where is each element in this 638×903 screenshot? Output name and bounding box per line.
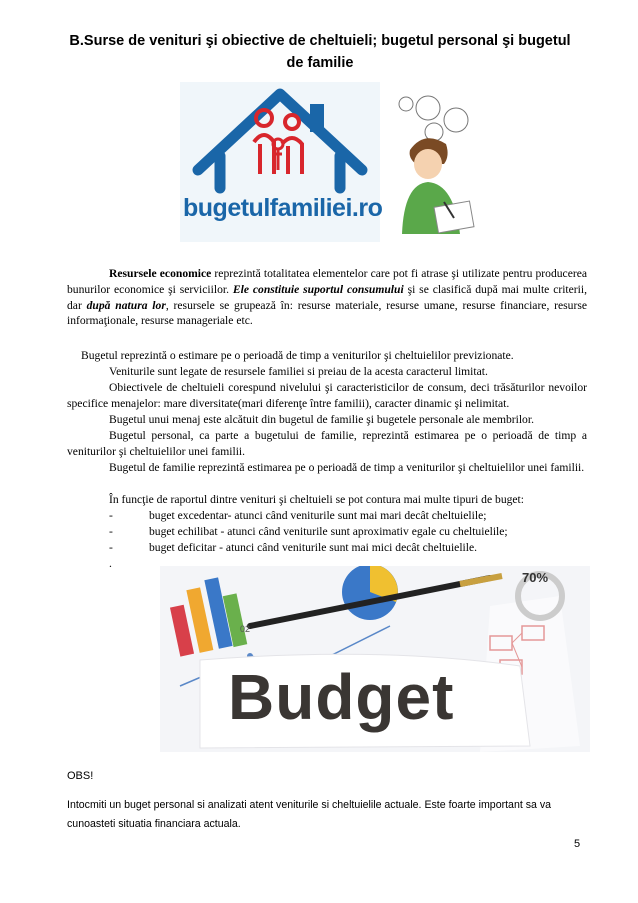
expense-objectives-paragraph: Obiectivele de cheltuieli corespund nivelului şi caracteristicilor de consum, deci trăsăturilor nevoilor specifice menajelor: mare diversitate(mari diferenţe între familii), caracter dinamic şi nelimitat. (67, 381, 587, 410)
resources-text-b: şi se clasifică după mai multe criterii, dar (67, 282, 587, 312)
list-item: - buget deficitar - atunci când veniturile sunt mai mici decât cheltuielile. (109, 541, 478, 554)
income-paragraph: Veniturile sunt legate de resursele familiei si preiau de la acesta caracterul limitat. (109, 365, 488, 378)
assignment-note: Intocmiti un buget personal si analizati atent veniturile si cheltuielile actuale. Este foarte important sa va cunoasteti situatia financiara actuala. (67, 799, 552, 830)
percent-label: 70% (522, 570, 549, 585)
list-item: - buget echilibat - atunci când veniturile sunt aproximativ egale cu cheltuielile; (109, 525, 508, 538)
page-title: B.Surse de venituri şi obiective de cheltuieli; bugetul personal şi bugetul de familie (69, 33, 571, 71)
resources-term: Resursele economice (109, 267, 212, 280)
obs-label: OBS! (67, 770, 94, 782)
family-budget-paragraph: Bugetul de familie reprezintă estimarea pe o perioadă de timp a veniturilor şi cheltuielilor unei familii. (109, 461, 585, 474)
budget-word: Budget (228, 661, 455, 733)
resources-text-c: , resursele se grupează în: resurse materiale, resurse umane, resurse financiare, resurse informaţionale, resurse manageriale etc. (67, 298, 588, 328)
resources-paragraph (67, 266, 587, 329)
consumption-support-phrase: Ele constituie suportul consumului (232, 282, 404, 296)
by-nature-phrase: după natura lor (86, 298, 166, 312)
list-item: - buget excedentar- atunci când veniturile sunt mai mari decât cheltuielile; (109, 509, 487, 522)
household-budget-paragraph: Bugetul unui menaj este alcătuit din bugetul de familie şi bugetele personale ale membrilor. (109, 413, 534, 426)
logo-text: bugetulfamiliei.ro (183, 194, 383, 222)
resources-text-a: reprezintă totalitatea elementelor care pot fi atrase şi utilizate pentru producerea bunurilor economice şi serviciilor. (67, 267, 587, 296)
thinking-boy-illustration (388, 94, 478, 234)
page-number: 5 (574, 838, 581, 850)
budget-definition: Bugetul reprezintă o estimare pe o perioadă de timp a veniturilor şi cheltuielilor previzionate. (81, 349, 514, 362)
personal-budget-paragraph: Bugetul personal, ca parte a bugetului de familie, reprezintă estimarea pe o perioadă de timp a veniturilor şi cheltuielilor unei familii. (67, 429, 587, 458)
axis-number-label: 02 (240, 624, 251, 634)
budget-types-intro: În funcţie de raportul dintre venituri şi cheltuieli se pot contura mai multe tipuri de buget: (109, 493, 525, 506)
list-item: . (109, 557, 112, 570)
